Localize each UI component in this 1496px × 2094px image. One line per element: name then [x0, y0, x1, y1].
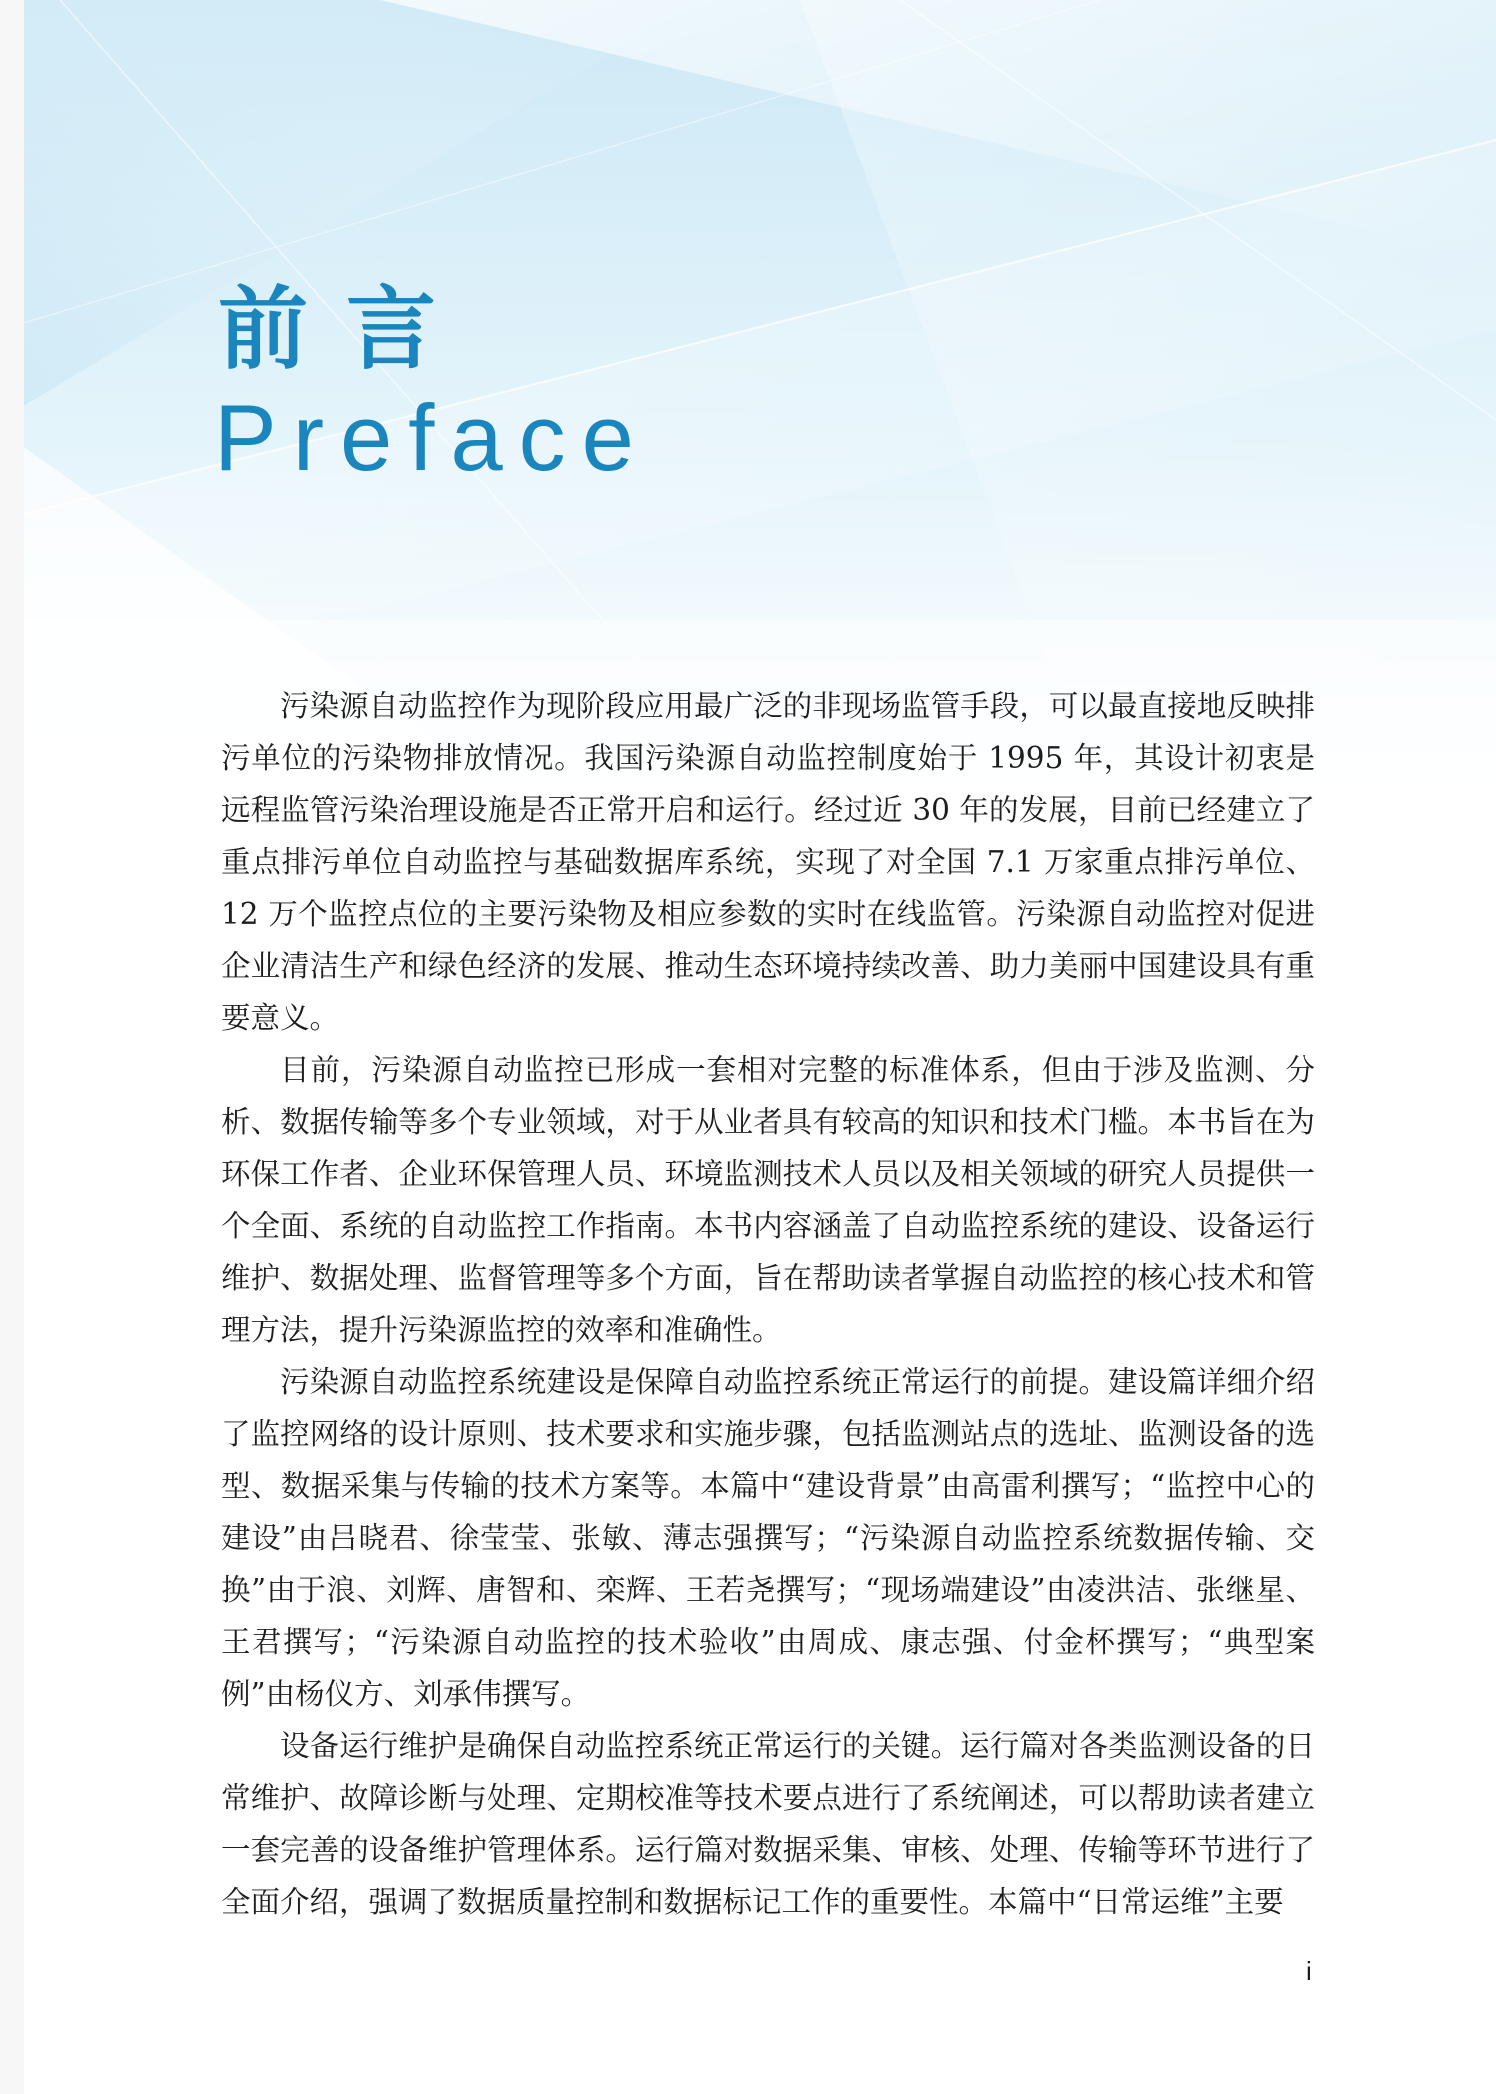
page-edge-strip: [0, 0, 24, 2094]
paragraph: 设备运行维护是确保自动监控系统正常运行的关键。运行篇对各类监测设备的日常维护、故障诊断与处理、定期校准等技术要点进行了系统阐述，可以帮助读者建立一套完善的设备维护管理体系。运行篇对数据采集、审核、处理、传输等环节进行了全面介绍，强调了数据质量控制和数据标记工作的重要性。本篇中“日常运维”主要: [221, 1729, 1315, 1919]
page-title-chinese: 前言: [218, 277, 474, 382]
paragraph: 污染源自动监控系统建设是保障自动监控系统正常运行的前提。建设篇详细介绍了监控网络的设计原则、技术要求和实施步骤，包括监测站点的选址、监测设备的选型、数据采集与传输的技术方案等。本篇中“建设背景”由高雷利撰写；“监控中心的建设”由吕晓君、徐莹莹、张敏、薄志强撰写；“污染源自动监控系统数据传输、交换”由于浪、刘辉、唐智和、栾辉、王若尧撰写；“现场端建设”由凌洪洁、张继星、王君撰写；“污染源自动监控的技术验收”由周成、康志强、付金杯撰写；“典型案例”由杨仪方、刘承伟撰写。: [221, 1365, 1315, 1711]
body-text: [221, 680, 1315, 1928]
paragraph: 目前，污染源自动监控已形成一套相对完整的标准体系，但由于涉及监测、分析、数据传输等多个专业领域，对于从业者具有较高的知识和技术门槛。本书旨在为环保工作者、企业环保管理人员、环境监测技术人员以及相关领域的研究人员提供一个全面、系统的自动监控工作指南。本书内容涵盖了自动监控系统的建设、设备运行维护、数据处理、监督管理等多个方面，旨在帮助读者掌握自动监控的核心技术和管理方法，提升污染源监控的效率和准确性。: [221, 1053, 1315, 1347]
page-title-english: Preface: [214, 385, 650, 490]
page-number: i: [1306, 1956, 1312, 1986]
paragraph: 污染源自动监控作为现阶段应用最广泛的非现场监管手段，可以最直接地反映排污单位的污染物排放情况。我国污染源自动监控制度始于 1995 年，其设计初衷是远程监管污染治理设施是否正常开启和运行。经过近 30 年的发展，目前已经建立了重点排污单位自动监控与基础数据库系统，实现了对全国 7.1 万家重点排污单位、12 万个监控点位的主要污染物及相应参数的实时在线监管。污染源自动监控对促进企业清洁生产和绿色经济的发展、推动生态环境持续改善、助力美丽中国建设具有重要意义。: [221, 689, 1315, 1035]
